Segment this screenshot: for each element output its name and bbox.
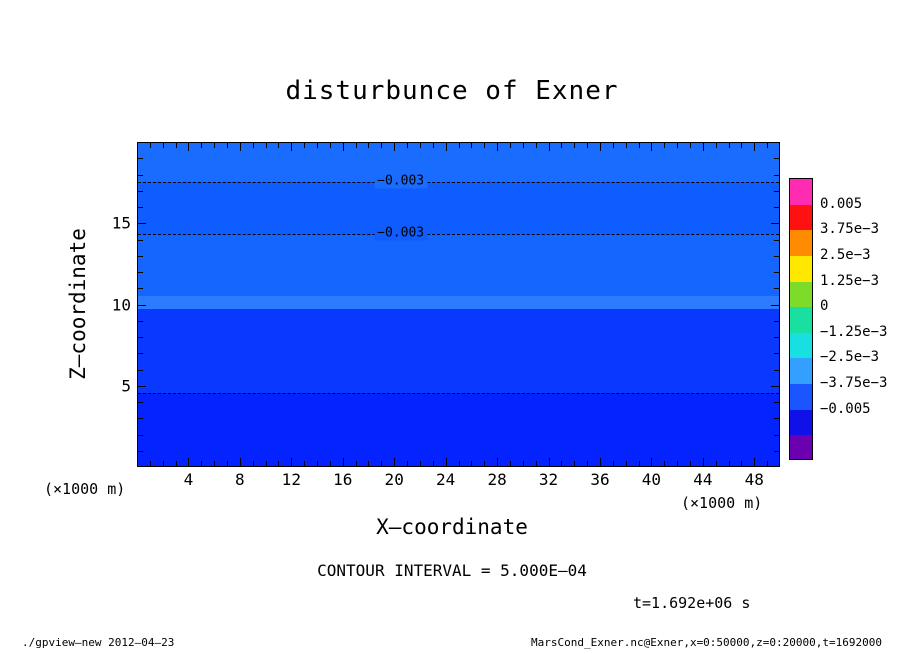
z-tick-minor <box>774 256 780 257</box>
x-tick-label: 20 <box>384 470 404 489</box>
x-tick-minor <box>523 461 524 467</box>
x-tick-major <box>703 142 704 151</box>
x-axis-title: X—coordinate <box>376 515 528 539</box>
x-tick-label: 48 <box>744 470 764 489</box>
colorbar-tick-label: 1.25e−3 <box>820 272 880 289</box>
z-tick-minor <box>774 451 780 452</box>
colorbar-cell <box>790 435 812 460</box>
z-tick-minor <box>137 451 143 452</box>
x-tick-minor <box>613 461 614 467</box>
z-tick-minor <box>774 175 780 176</box>
footer-left: ./gpview—new 2012‒04‒23 <box>22 636 175 649</box>
z-tick-minor <box>137 240 143 241</box>
heatmap-band <box>138 143 779 182</box>
x-tick-minor <box>664 142 665 148</box>
z-tick-minor <box>137 337 143 338</box>
z-tick-minor <box>137 256 143 257</box>
x-tick-major <box>343 458 344 467</box>
x-tick-major <box>446 142 447 151</box>
z-tick-label: 5 <box>121 376 131 396</box>
x-tick-major <box>394 142 395 151</box>
x-tick-minor <box>613 142 614 148</box>
footer-right: MarsCond_Exner.nc@Exner,x=0:50000,z=0:20000,t=1692000 <box>531 636 882 649</box>
z-tick-minor <box>774 158 780 159</box>
x-tick-major <box>240 458 241 467</box>
x-tick-minor <box>471 142 472 148</box>
z-tick-minor <box>774 337 780 338</box>
colorbar-cell <box>790 230 812 256</box>
x-tick-minor <box>459 142 460 148</box>
time-label: t=1.692e+06 s <box>633 594 751 612</box>
x-tick-minor <box>317 142 318 148</box>
x-tick-minor <box>317 461 318 467</box>
x-tick-minor <box>201 142 202 148</box>
contour-line <box>138 234 779 235</box>
x-tick-minor <box>767 142 768 148</box>
x-tick-minor <box>201 461 202 467</box>
x-tick-minor <box>433 461 434 467</box>
z-tick-minor <box>774 418 780 419</box>
z-tick-major <box>771 223 780 224</box>
x-tick-minor <box>729 461 730 467</box>
x-tick-major <box>446 458 447 467</box>
contour-label: −0.003 <box>374 174 427 189</box>
x-tick-minor <box>330 461 331 467</box>
x-tick-major <box>394 458 395 467</box>
z-tick-minor <box>774 353 780 354</box>
colorbar-tick-label: −1.25e−3 <box>820 323 888 340</box>
z-tick-minor <box>137 370 143 371</box>
heatmap-band <box>138 393 779 467</box>
z-tick-major <box>137 305 146 306</box>
x-tick-major <box>754 458 755 467</box>
x-tick-major <box>497 458 498 467</box>
x-tick-minor <box>304 142 305 148</box>
z-tick-label: 15 <box>111 213 131 233</box>
z-tick-major <box>137 223 146 224</box>
z-tick-minor <box>137 191 143 192</box>
x-tick-major <box>291 458 292 467</box>
z-tick-minor <box>774 402 780 403</box>
z-tick-minor <box>774 272 780 273</box>
x-tick-major <box>651 142 652 151</box>
z-tick-label: 10 <box>111 295 131 314</box>
x-tick-label: 28 <box>487 470 507 489</box>
z-tick-minor <box>774 288 780 289</box>
x-tick-minor <box>330 142 331 148</box>
x-tick-minor <box>368 142 369 148</box>
x-tick-minor <box>266 461 267 467</box>
colorbar-cell <box>790 384 812 410</box>
z-tick-minor <box>137 158 143 159</box>
x-tick-minor <box>741 142 742 148</box>
x-tick-minor <box>433 142 434 148</box>
x-tick-minor <box>574 142 575 148</box>
x-tick-minor <box>574 461 575 467</box>
colorbar-cell <box>790 256 812 282</box>
y-axis-title: Z—coordinate <box>66 228 90 380</box>
x-axis-unit: (×1000 m) <box>681 494 763 512</box>
z-tick-minor <box>137 435 143 436</box>
x-tick-minor <box>420 461 421 467</box>
x-tick-minor <box>278 142 279 148</box>
x-tick-minor <box>407 142 408 148</box>
contour-line <box>138 393 779 394</box>
x-tick-label: 44 <box>693 470 713 489</box>
x-tick-minor <box>471 461 472 467</box>
x-tick-label: 4 <box>183 470 194 489</box>
x-tick-minor <box>639 142 640 148</box>
colorbar-cell <box>790 282 812 308</box>
x-tick-major <box>497 142 498 151</box>
x-tick-minor <box>459 461 460 467</box>
x-tick-minor <box>677 142 678 148</box>
z-tick-minor <box>137 272 143 273</box>
x-tick-minor <box>381 142 382 148</box>
colorbar-cell <box>790 307 812 333</box>
z-tick-minor <box>774 321 780 322</box>
x-tick-major <box>703 458 704 467</box>
colorbar-cell <box>790 205 812 231</box>
x-tick-minor <box>729 142 730 148</box>
x-tick-minor <box>484 142 485 148</box>
heatmap-band <box>138 182 779 234</box>
x-tick-minor <box>420 142 421 148</box>
x-tick-label: 24 <box>435 470 456 489</box>
contour-interval-note: CONTOUR INTERVAL = 5.000E‒04 <box>317 561 587 580</box>
x-tick-minor <box>716 142 717 148</box>
x-tick-major <box>600 458 601 467</box>
x-tick-major <box>240 142 241 151</box>
z-tick-minor <box>137 418 143 419</box>
x-tick-minor <box>214 142 215 148</box>
z-tick-minor <box>774 240 780 241</box>
x-tick-minor <box>536 461 537 467</box>
z-tick-major <box>137 386 146 387</box>
x-tick-minor <box>407 461 408 467</box>
x-tick-minor <box>510 461 511 467</box>
x-tick-minor <box>163 461 164 467</box>
x-tick-minor <box>163 142 164 148</box>
z-tick-major <box>771 305 780 306</box>
colorbar-tick-label: 0.005 <box>820 195 863 212</box>
x-tick-minor <box>304 461 305 467</box>
x-tick-major <box>188 458 189 467</box>
colorbar-cell <box>790 333 812 359</box>
x-tick-minor <box>716 461 717 467</box>
colorbar-cell <box>790 358 812 384</box>
z-tick-minor <box>137 207 143 208</box>
x-tick-minor <box>150 142 151 148</box>
colorbar-tick-label: 0 <box>820 298 829 315</box>
x-tick-label: 32 <box>538 470 559 489</box>
x-tick-label: 8 <box>235 470 245 489</box>
x-tick-label: 12 <box>281 470 301 489</box>
page-title: disturbunce of Exner <box>285 76 619 106</box>
z-tick-minor <box>774 207 780 208</box>
colorbar-tick-label: 3.75e−3 <box>820 221 880 238</box>
z-tick-minor <box>774 370 780 371</box>
x-tick-label: 16 <box>333 470 353 489</box>
x-tick-minor <box>227 142 228 148</box>
x-tick-minor <box>587 461 588 467</box>
x-tick-minor <box>510 142 511 148</box>
z-tick-minor <box>137 353 143 354</box>
z-axis-unit: (×1000 m) <box>44 480 126 498</box>
heatmap-band <box>138 234 779 296</box>
colorbar-tick-label: −2.5e−3 <box>820 349 880 366</box>
x-tick-minor <box>356 461 357 467</box>
x-tick-minor <box>561 142 562 148</box>
colorbar-cell <box>790 179 812 205</box>
x-tick-minor <box>587 142 588 148</box>
x-tick-minor <box>176 461 177 467</box>
x-tick-minor <box>536 142 537 148</box>
z-tick-minor <box>137 321 143 322</box>
x-tick-minor <box>639 461 640 467</box>
z-tick-minor <box>137 175 143 176</box>
x-tick-label: 36 <box>590 470 610 489</box>
colorbar-tick-label: −3.75e−3 <box>820 375 888 392</box>
x-tick-minor <box>381 461 382 467</box>
heatmap-band <box>138 296 779 309</box>
x-tick-minor <box>523 142 524 148</box>
colorbar-tick-label: 2.5e−3 <box>820 246 871 263</box>
x-tick-minor <box>664 461 665 467</box>
z-tick-minor <box>774 191 780 192</box>
z-tick-minor <box>137 402 143 403</box>
x-tick-major <box>600 142 601 151</box>
x-tick-minor <box>690 461 691 467</box>
x-tick-minor <box>741 461 742 467</box>
x-tick-minor <box>278 461 279 467</box>
x-tick-minor <box>253 461 254 467</box>
x-tick-major <box>549 458 550 467</box>
plot-area <box>137 142 780 467</box>
x-tick-minor <box>356 142 357 148</box>
x-tick-minor <box>368 461 369 467</box>
x-tick-label: 40 <box>641 470 662 489</box>
x-tick-minor <box>767 461 768 467</box>
x-tick-minor <box>214 461 215 467</box>
contour-line <box>138 182 779 183</box>
x-tick-major <box>188 142 189 151</box>
z-tick-major <box>771 386 780 387</box>
x-tick-major <box>549 142 550 151</box>
contour-label: −0.003 <box>374 226 427 241</box>
x-tick-minor <box>677 461 678 467</box>
x-tick-major <box>754 142 755 151</box>
x-tick-minor <box>253 142 254 148</box>
x-tick-minor <box>626 142 627 148</box>
x-tick-major <box>651 458 652 467</box>
x-tick-minor <box>484 461 485 467</box>
x-tick-minor <box>561 461 562 467</box>
x-tick-minor <box>176 142 177 148</box>
x-tick-major <box>343 142 344 151</box>
colorbar <box>789 178 813 460</box>
colorbar-tick-label: −0.005 <box>820 400 871 417</box>
x-tick-minor <box>626 461 627 467</box>
x-tick-major <box>291 142 292 151</box>
x-tick-minor <box>150 461 151 467</box>
z-tick-minor <box>137 288 143 289</box>
x-tick-minor <box>690 142 691 148</box>
z-tick-minor <box>774 435 780 436</box>
x-tick-minor <box>227 461 228 467</box>
colorbar-cell <box>790 410 812 436</box>
x-tick-minor <box>266 142 267 148</box>
heatmap-band <box>138 309 779 394</box>
